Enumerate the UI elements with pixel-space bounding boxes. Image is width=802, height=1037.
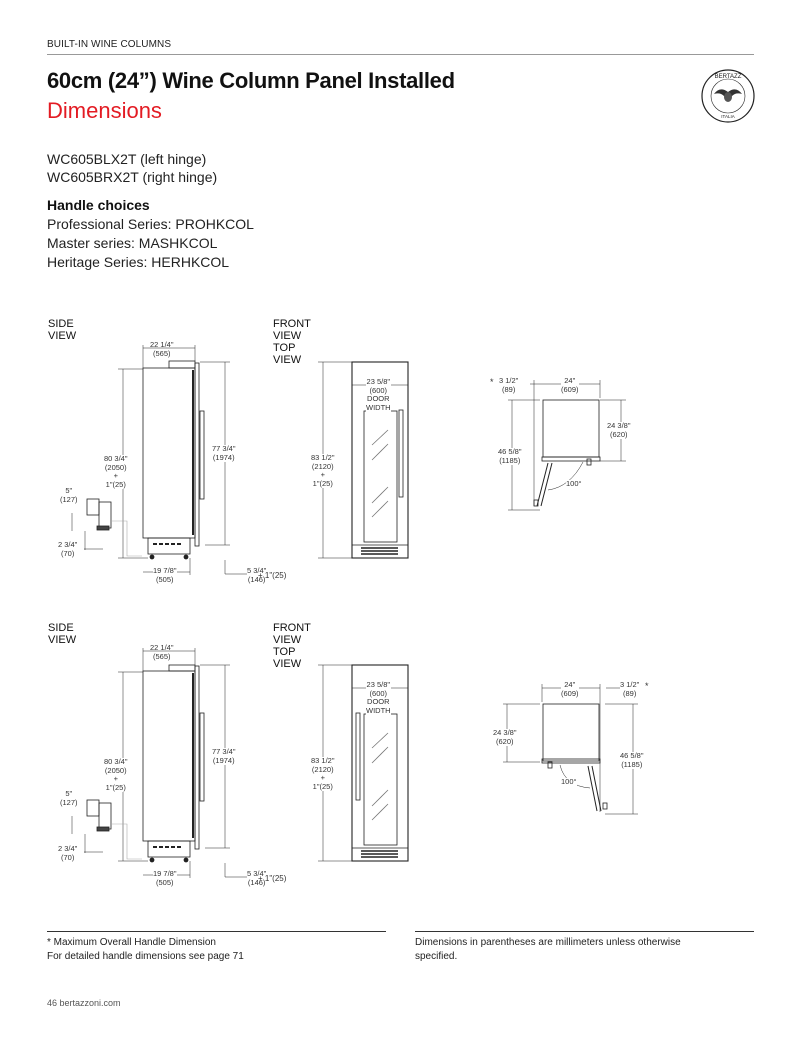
- dim-top-angle: 100°: [566, 479, 582, 488]
- dim-top-handle-depth: 3 1/2" (89): [499, 376, 519, 394]
- dim-top-width: 24" (609): [561, 376, 579, 394]
- dim-side-depth-top: 22 1/4" (565): [150, 340, 174, 358]
- dim-side-height: 80 3/4" (2050) + 1"(25): [104, 757, 128, 792]
- dim-front-door-width: 23 5/8" (600) DOOR WIDTH: [366, 680, 391, 715]
- dim-top-width: 24" (609): [561, 680, 579, 698]
- dim-side-inset-5: 5" (127): [60, 486, 78, 504]
- svg-text:BERTAZZ: BERTAZZ: [714, 74, 742, 80]
- page-subtitle: Dimensions: [47, 98, 162, 123]
- handle-asterisk: *: [490, 377, 494, 387]
- dim-side-depth-bottom: 19 7/8" (505): [153, 869, 177, 887]
- footer-divider-right: [415, 931, 754, 932]
- dim-side-depth-top: 22 1/4" (565): [150, 643, 174, 661]
- dim-top-handle-depth: 3 1/2" (89): [620, 680, 640, 698]
- page-title: 60cm (24”) Wine Column Panel Installed: [47, 68, 455, 93]
- side-view-label: SIDE VIEW: [48, 318, 77, 342]
- dim-side-inset-5: 5" (127): [60, 789, 78, 807]
- side-view-label: SIDE VIEW: [48, 622, 77, 646]
- dim-top-door-open: 46 5/8" (1185): [620, 751, 644, 769]
- footer-notes-right: [415, 936, 681, 964]
- dim-side-depth-bottom: 19 7/8" (505): [153, 566, 177, 584]
- dim-side-height: 80 3/4" (2050) + 1"(25): [104, 454, 128, 489]
- handle-professional: Professional Series: PROHKCOL: [47, 216, 254, 232]
- section-label: BUILT-IN WINE COLUMNS: [47, 39, 172, 50]
- footnote-units: Dimensions in parentheses are millimeters unless otherwise: [415, 937, 681, 948]
- footnote-units-cont: specified.: [415, 951, 458, 962]
- dim-top-depth: 24 3/8" (620): [493, 728, 517, 746]
- svg-text:ITALIA: ITALIA: [721, 114, 735, 119]
- dim-side-toe: 5 3/4" (146): [247, 566, 267, 584]
- dim-side-panel-height: 77 3/4" (1974): [212, 444, 236, 462]
- dim-top-angle: 100°: [561, 777, 577, 786]
- dim-front-height: 83 1/2" (2120) + 1"(25): [311, 453, 335, 488]
- front-top-view-label: FRONT VIEW TOP VIEW: [273, 622, 311, 670]
- footer-divider-left: [47, 931, 386, 932]
- dim-top-depth: 24 3/8" (620): [607, 421, 631, 439]
- footnote-asterisk: * Maximum Overall Handle Dimension: [47, 937, 216, 948]
- dim-front-height: 83 1/2" (2120) + 1"(25): [311, 756, 335, 791]
- footnote-handle-page: For detailed handle dimensions see page 71: [47, 951, 244, 962]
- handle-master: Master series: MASHKCOL: [47, 235, 218, 251]
- handle-heritage: Heritage Series: HERHKCOL: [47, 254, 230, 270]
- dim-front-door-width: 23 5/8" (600) DOOR WIDTH: [366, 377, 391, 412]
- dim-side-inset-234: 2 3/4" (70): [58, 844, 78, 862]
- model-right-hinge: WC605BRX2T (right hinge): [47, 169, 218, 185]
- page-number: 46 bertazzoni.com: [47, 998, 121, 1008]
- dim-side-inset-234: 2 3/4" (70): [58, 540, 78, 558]
- dim-side-toe: 5 3/4" (146): [247, 869, 267, 887]
- dim-side-toe-plus: + 1"(25): [258, 571, 287, 580]
- footer-notes-left: [47, 936, 244, 964]
- handle-asterisk: *: [645, 681, 649, 691]
- dim-side-toe-plus: + 1"(25): [258, 874, 287, 883]
- dim-top-door-open: 46 5/8" (1185): [498, 447, 522, 465]
- model-left-hinge: WC605BLX2T (left hinge): [47, 151, 207, 167]
- dim-side-panel-height: 77 3/4" (1974): [212, 747, 236, 765]
- handle-choices-heading: Handle choices: [47, 197, 150, 213]
- front-top-view-label: FRONT VIEW TOP VIEW: [273, 318, 311, 366]
